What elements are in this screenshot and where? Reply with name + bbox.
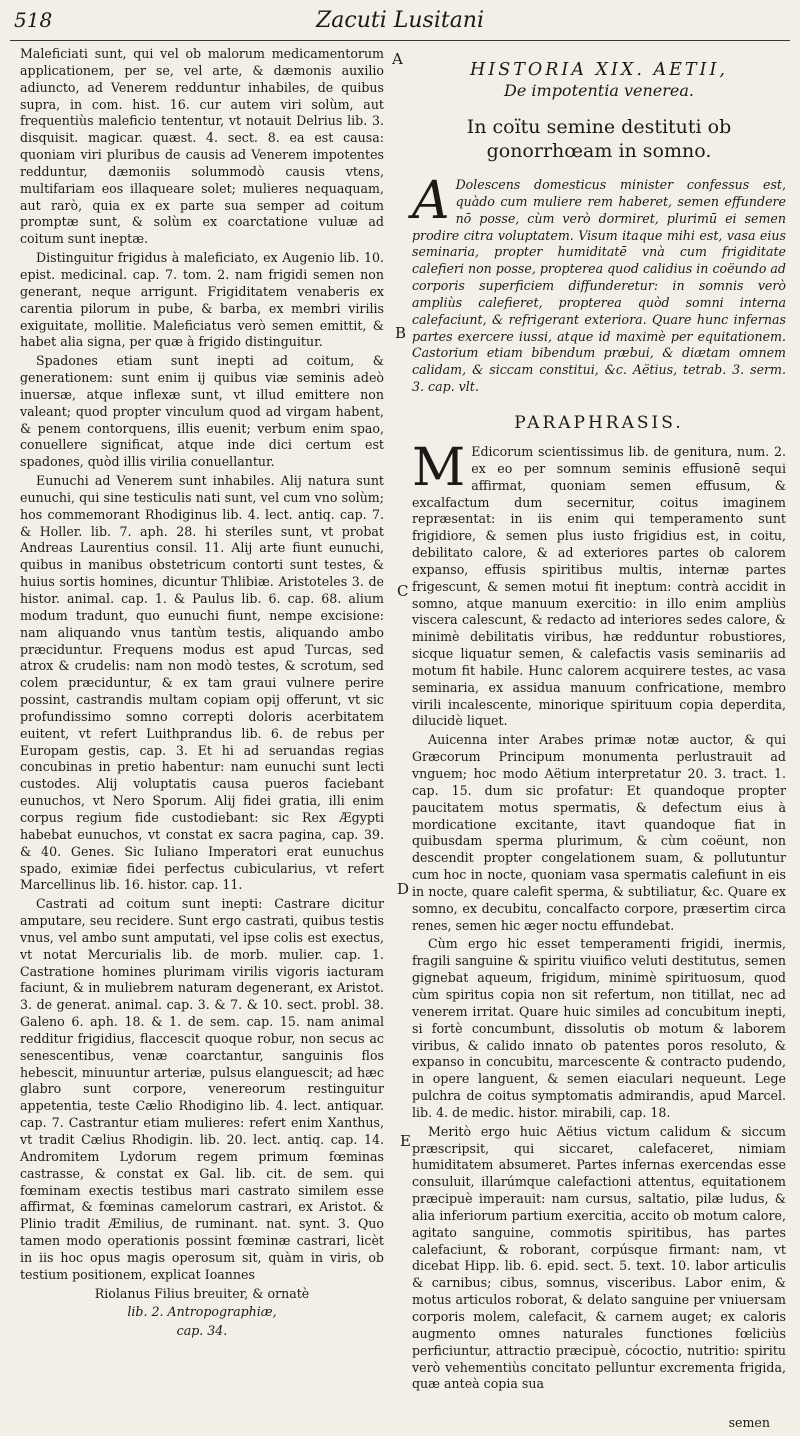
history-subtitle: De impotentia venerea.: [504, 81, 694, 100]
paragraph: Eunuchi ad Venerem sunt inhabiles. Alij natura sunt eunuchi, qui sine testiculis nati sunt, vel cum vno solùm; hos commemorant Rhodiginus lib. 4. lect. antiq. cap. 7. & Holler. lib. 7. aph. 28. hi steriles sunt, vt probat Andreas Laurentius consil. 11. Alij arte fiunt eunuchi, quibus in manibus obstetricum contorti sunt testes, & huius sortis homines, dicuntur Thlibiæ. Aristoteles 3. de histor. animal. cap. 1. & Paulus lib. 6. cap. 68. alium modum tradunt, quo eunuchi fiunt, nempe excisione: nam aliquando vnus tantùm testis, aliquando ambo præciduntur. Frequens modus est apud Turcas, sed atrox & crudelis: nam non modò testes, & scrotum, sed colem præciduntur, & ex tam graui vulnere perire possint, castrandis multam copiam opij offerunt, vt sic profundissimo somno correpti doloris acerbitatem euitent, vt refert Luithprandus lib. 6. de rebus per Europam gestis, cap. 3. Et hi ad seruandas regias concubinas in pretio habentur: nam eunuchi sunt lecti custodes. Alij voluptatis causa pueros faciebant eunuchos, vt Nero Sporum. Alij fidei gratia, illi enim corpus regium fide custodiebant: sic Rex Ægypti habebat eunuchos, vt constat ex sacra pagina, cap. 39. & 40. Genes. Sic Iuliano Imperatori erat eunuchus spado, eximiæ fidei perfectus cubicularius, vt refert Marcellinus lib. 16. histor. cap. 11.: [20, 473, 384, 893]
margin-letter-b: B: [395, 324, 407, 342]
header-rule: [10, 40, 790, 41]
paragraph: Spadones etiam sunt inepti ad coitum, & generationem: sunt enim ij quibus viæ seminis adeò inuersæ, atque inflexæ sunt, vt illud emittere non valeant; quod propter vinculum quod ad virgam habent, & penem contorquens, illis euenit; verbum enim spao, conuellere significat, atque inde dici certum est spadones, quòd illis virilia conuellantur.: [20, 353, 384, 470]
closing-line: Riolanus Filius breuiter, & ornatè: [94, 1285, 310, 1301]
paragraph: [412, 437, 786, 730]
paragraph: Meritò ergo huic Aëtius victum calidum & siccum præscripsit, qui siccaret, calefaceret, nimiam humiditatem absumeret. Partes infernas exercendas esse consuluit, illarúmque calefactioni attentus, equitationem præcipuè imperauit: nam cursus, saltatio, pilæ ludus, & alia inferiorum partium exercitia, accito ob motum calore, agitato sanguine, commotis spiritibus, has partes calefaciunt, & roborant, corpúsque firmant: nam, vt dicebat Hipp. lib. 6. epid. sect. 5. text. 10. labor articulis & carnibus; cibus, somnus, visceribus. Labor enim, & motus articulos roborat, & delato sanguine per vniuersam corporis molem, calefacit, & carnem auget; ex caloris augmento omnes naturales functiones fœliciùs perficiuntur, attractio præcipuè, cócoctio, nutritio: spiritu verò vehementiùs concitato pelluntur excrementa frigida, quæ anteà copia sua: [412, 1123, 786, 1392]
right-column: [412, 60, 786, 1395]
history-text: [412, 171, 786, 396]
margin-letter-e: E: [400, 1132, 411, 1150]
page-number: 518: [14, 8, 53, 32]
margin-letter-a: A: [392, 50, 403, 68]
paragraph: Auicenna inter Arabes primæ notæ auctor, & qui Græcorum Principum monumenta perlustrauit ad vnguem; hoc modo Aëtium interpretatur 20. 3. tract. 1. cap. 15. dum sic profatur: Et quandoque propter paucitatem motus spermatis, & defectum eius à mordicatione excitante, itavt quandoque fiat in quibusdam sperma plurimum, & cùm coëunt, non descendit propter congelationem suam, & pollutuntur cum hoc in nocte, quoniam vasa spermatis calefiunt in eis in nocte, quare calefit sperma, & subtiliatur, &c. Quare ex somno, ex decubitu, concalfacto corpore, præsertim circa renes, semen hic æger noctu effundebat.: [412, 732, 786, 933]
paragraph: Cùm ergo hic esset temperamenti frigidi, inermis, fragili sanguine & spiritu viuifico veluti destitutus, semen gignebat aqueum, frigidum, minimè spirituosum, quod cùm spiritus copia non sit refertum, non titillat, nec ad venerem irritat. Quare huic similes ad concubitum inepti, si fortè concumbunt, dissolutis ob motum & laborem viribus, & calido innato ob patentes poros resoluto, & expanso in concubitu, marcescente & contracto pudendo, in opere languent, & semen eiaculari nequeunt. Lege pulchra de coitus symptomatis admirandis, apud Marcel. lib. 4. de medic. histor. mirabili, cap. 18.: [412, 936, 786, 1120]
margin-letter-c: C: [397, 582, 409, 600]
history-text-body: Dolescens domesticus minister confessus est, quàdo cum muliere rem haberet, semen effundere nō posse, cùm verò dormiret, plurimū ei semen prodire citra voluptatem. Visum itaque mihi est, vasa eius seminaria, propter humiditatē vnà cum frigiditate calefieri non posse, propterea quod calidius in coëundo ad corporis superficiem diffunderetur: in somnis verò ampliùs calefieret, propterea quòd somni interna calefaciunt, & refrigerant exteriora. Quare hunc infernas partes exercere iussi, atque id maximè per equitationem. Castorium etiam bibendum præbui, & diætam omnem calidam, & siccam constitui, &c. Aëtius, tetrab. 3. serm. 3. cap. vlt.: [412, 177, 786, 395]
paragraph: Maleficiati sunt, qui vel ob malorum medicamentorum applicationem, per se, vel arte, & dæmonis auxilio adiuncto, ad Venerem redduntur inhabiles, de quibus supra, in com. hist. 16. cur autem viri solùm, aut frequentiùs maleficio tententur, vt notauit Delrius lib. 3. disquisit. magicar. quæst. 4. sect. 8. ea est causa: quoniam viri pluribus de causis ad Venerem impotentes redduntur, dæmoniis solummodò causis vtens, multifariam eos illaqueare solet; mulieres nequaquam, aut rarò, quia ex ex parte sua semper ad coitum promptæ sunt, & solùm ex coarctatione vuluæ ad coitum sunt ineptæ.: [20, 46, 384, 247]
catchword: semen: [728, 1415, 770, 1430]
running-title: Zacuti Lusitani: [315, 8, 485, 33]
closing-line: lib. 2. Antropographiæ,: [127, 1304, 277, 1320]
history-dropcap: A: [412, 171, 450, 231]
paraphrasis-dropcap: M: [412, 437, 466, 498]
left-column: [20, 46, 384, 1342]
paraphrasis-title: PARAPHRASIS.: [514, 412, 684, 433]
history-title: HISTORIA XIX. AETII,: [470, 60, 728, 80]
history-heading: In coïtu semine destituti ob gonorrhœam in somno.: [466, 116, 732, 162]
page-header: [0, 6, 800, 40]
closing-line: cap. 34.: [176, 1323, 228, 1339]
paragraph-body: Edicorum scientissimus lib. de genitura, num. 2. ex eo per somnum seminis effusionē sequi affirmat, quoniam semen effusum, & excalfactum dum secernitur, coitus imaginem repræsentat: in iis enim qui temperamento sunt frigidiore, & semen plus iusto frigidius est, in coitu, debilitato calore, & ad exteriores partes ob calorem expanso, effusis spiritibus multis, internæ partes frigescunt, & semen motui fit ineptum: contrà accidit in somno, atque manuum exercitio: in illo enim ampliùs viscera calescunt, & redacto ad interiores sedes calore, & minimè debilitatis viribus, hæ redduntur robustiores, sicque liquatur semen, & calefactis vasis seminariis ad motum fit habile. Hunc calorem acquirere testes, ac vasa seminaria, ex assidua manuum confricatione, membro virili incalescente, minorique spirituum copia deperdita, dilucidè liquet.: [412, 443, 786, 729]
margin-letter-d: D: [397, 880, 410, 898]
paragraph: Castrati ad coitum sunt inepti: Castrare dicitur amputare, seu recidere. Sunt ergo castrati, quibus testis vnus, vel ambo sunt amputati, vel ipse colis est exectus, vt notat Mercurialis lib. de morb. mulier. cap. 1. Castratione homines plurimam virilis vigoris iacturam faciunt, & in muliebrem naturam degenerant, ex Aristot. 3. de generat. animal. cap. 3. & 7. & 10. sect. probl. 38. Galeno 6. aph. 18. & 1. de sem. cap. 15. nam animal redditur frigidius, flaccescit quoque robur, non secus ac senescentibus, venæ coarctantur, sanguinis flos hebescit, minuuntur arteriæ, pulsus elanguescit; ad hæc glabro sunt corpore, venereorum restinguitur appetentia, teste Cælio Rhodigino lib. 4. lect. antiquar. cap. 7. Castrantur etiam mulieres: refert enim Xanthus, vt tradit Cælius Rhodigin. lib. 20. lect. antiq. cap. 14. Andromitem Lydorum regem primum fœminas castrasse, & constat ex Gal. lib. cit. de sem. qui fœminam exectis testibus mari castrato similem esse affirmat, & fœminas camelorum castrari, ex Aristot. & Plinio tradit Æmilius, de ruminant. nat. synt. 3. Quo tamen modo operationis possint fœminæ castrari, licèt in iis hoc opus magis operosum sit, quàm in viris, ob testium positionem, explicat Ioannes: [20, 896, 384, 1282]
paragraph: Distinguitur frigidus à maleficiato, ex Augenio lib. 10. epist. medicinal. cap. 7. tom. 2. nam frigidi semen non generant, neque arrigunt. Frigiditatem venaberis ex carentia pilorum in pube, & barba, ex membri virilis exiguitate, mollitie. Maleficiatus verò semen emittit, & habet alia signa, per quæ à frigido distinguitur.: [20, 250, 384, 350]
